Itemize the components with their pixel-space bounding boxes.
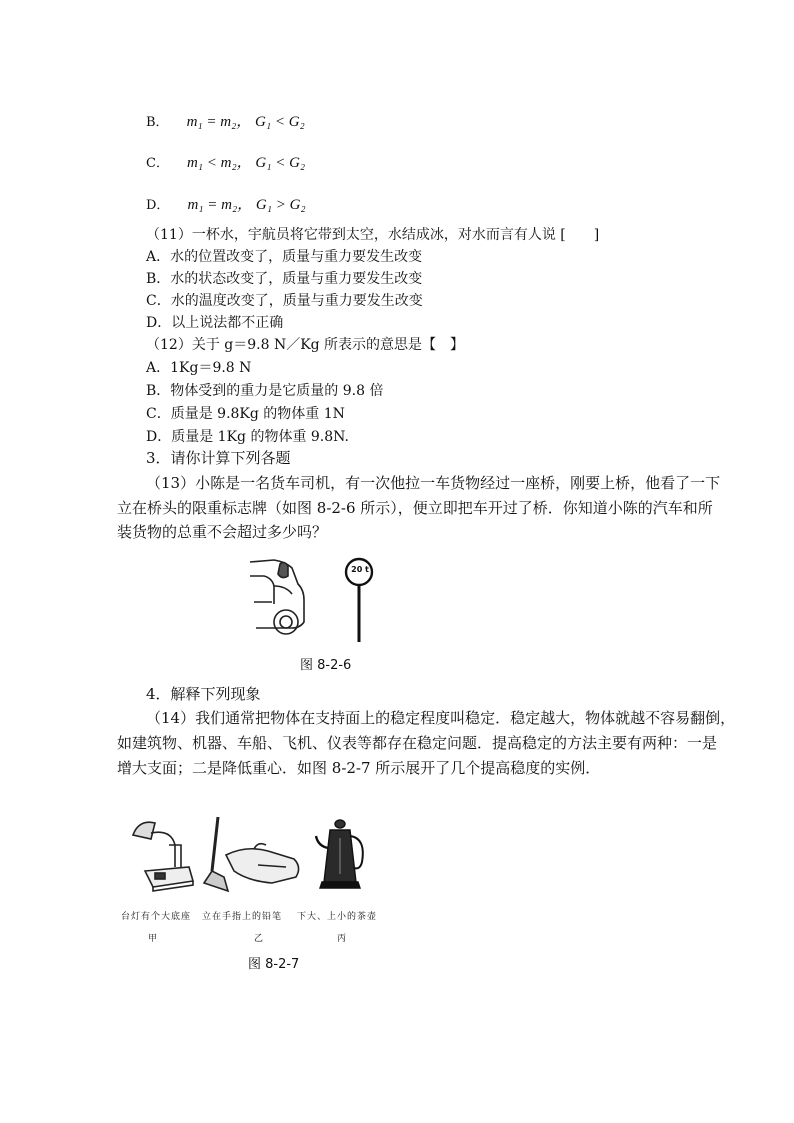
- figure-bing-sub: 丙: [337, 934, 348, 944]
- figure-8-2-7-caption: 图 8-2-7: [248, 957, 300, 972]
- q13-line-3: 装货物的总重不会超过多少吗？: [117, 523, 328, 541]
- pencil-on-finger-figure: [198, 815, 308, 895]
- desk-lamp-figure: [125, 815, 205, 895]
- option-b-math: m₁ = m₂， G₁ < G₂: [186, 114, 305, 130]
- figure-bing-label: 下大、上小的茶壶: [297, 912, 378, 922]
- truck-drawing: [250, 560, 304, 634]
- option-d: [146, 193, 306, 214]
- limit-sign-text: 20 t: [351, 565, 369, 574]
- option-c-math: m₁ < m₂， G₁ < G₂: [186, 155, 306, 171]
- option-b-letter: B．: [146, 115, 169, 130]
- truck-figure: [244, 556, 394, 646]
- q12-option-c: C．质量是 9.8Kg 的物体重 1N: [146, 406, 345, 422]
- q11-option-b: B．水的状态改变了，质量与重力要发生改变: [146, 271, 423, 287]
- figure-8-2-6-caption: 图 8-2-6: [300, 658, 352, 673]
- figure-yi-label: 立在手指上的铅笔: [202, 912, 283, 922]
- figure-jia-label: 台灯有个大底座: [121, 912, 192, 922]
- q13-line-2: 立在桥头的限重标志牌（如图 8-2-6 所示），便立即把车开过了桥．你知道小陈的汽车和所: [117, 499, 713, 517]
- option-c-letter: C．: [146, 156, 169, 171]
- q12-option-d: D．质量是 1Kg 的物体重 9.8N.: [146, 429, 349, 445]
- teapot-figure: [314, 818, 368, 892]
- q11-option-d: D．以上说法都不正确: [146, 315, 284, 331]
- q12-option-b: B．物体受到的重力是它质量的 9.8 倍: [146, 383, 384, 399]
- figure-jia-sub: 甲: [148, 934, 159, 944]
- q14-line-3: 增大支面；二是降低重心．如图 8-2-7 所示展开了几个提高稳度的实例．: [117, 759, 601, 777]
- q14-line-2: 如建筑物、机器、车船、飞机、仪表等都存在稳定问题．提高稳定的方法主要有两种：一是: [117, 734, 718, 752]
- option-c: [146, 151, 305, 172]
- q12-option-a: A．1Kg＝9.8 N: [146, 360, 252, 376]
- q14-line-1: （14）我们通常把物体在支持面上的稳定程度叫稳定．稳定越大，物体就越不容易翻倒，: [146, 709, 736, 727]
- q12-stem: （12）关于 g＝9.8 N／Kg 所表示的意思是【 】: [146, 337, 465, 353]
- option-b: [146, 110, 305, 131]
- figure-yi-sub: 乙: [254, 934, 265, 944]
- q13-line-1: （13）小陈是一名货车司机，有一次他拉一车货物经过一座桥，刚要上桥，他看了一下: [146, 474, 721, 492]
- section-3-heading: 3．请你计算下列各题: [146, 449, 291, 467]
- option-d-letter: D．: [146, 198, 170, 213]
- q11-stem: （11）一杯水，宇航员将它带到太空，水结成冰，对水而言有人说 [ ]: [146, 227, 600, 243]
- q11-option-a: A．水的位置改变了，质量与重力要发生改变: [146, 249, 423, 265]
- section-4-heading: 4．解释下列现象: [146, 685, 261, 703]
- option-d-math: m₁ = m₂， G₁ > G₂: [187, 197, 306, 213]
- q11-option-c: C．水的温度改变了，质量与重力要发生改变: [146, 293, 423, 309]
